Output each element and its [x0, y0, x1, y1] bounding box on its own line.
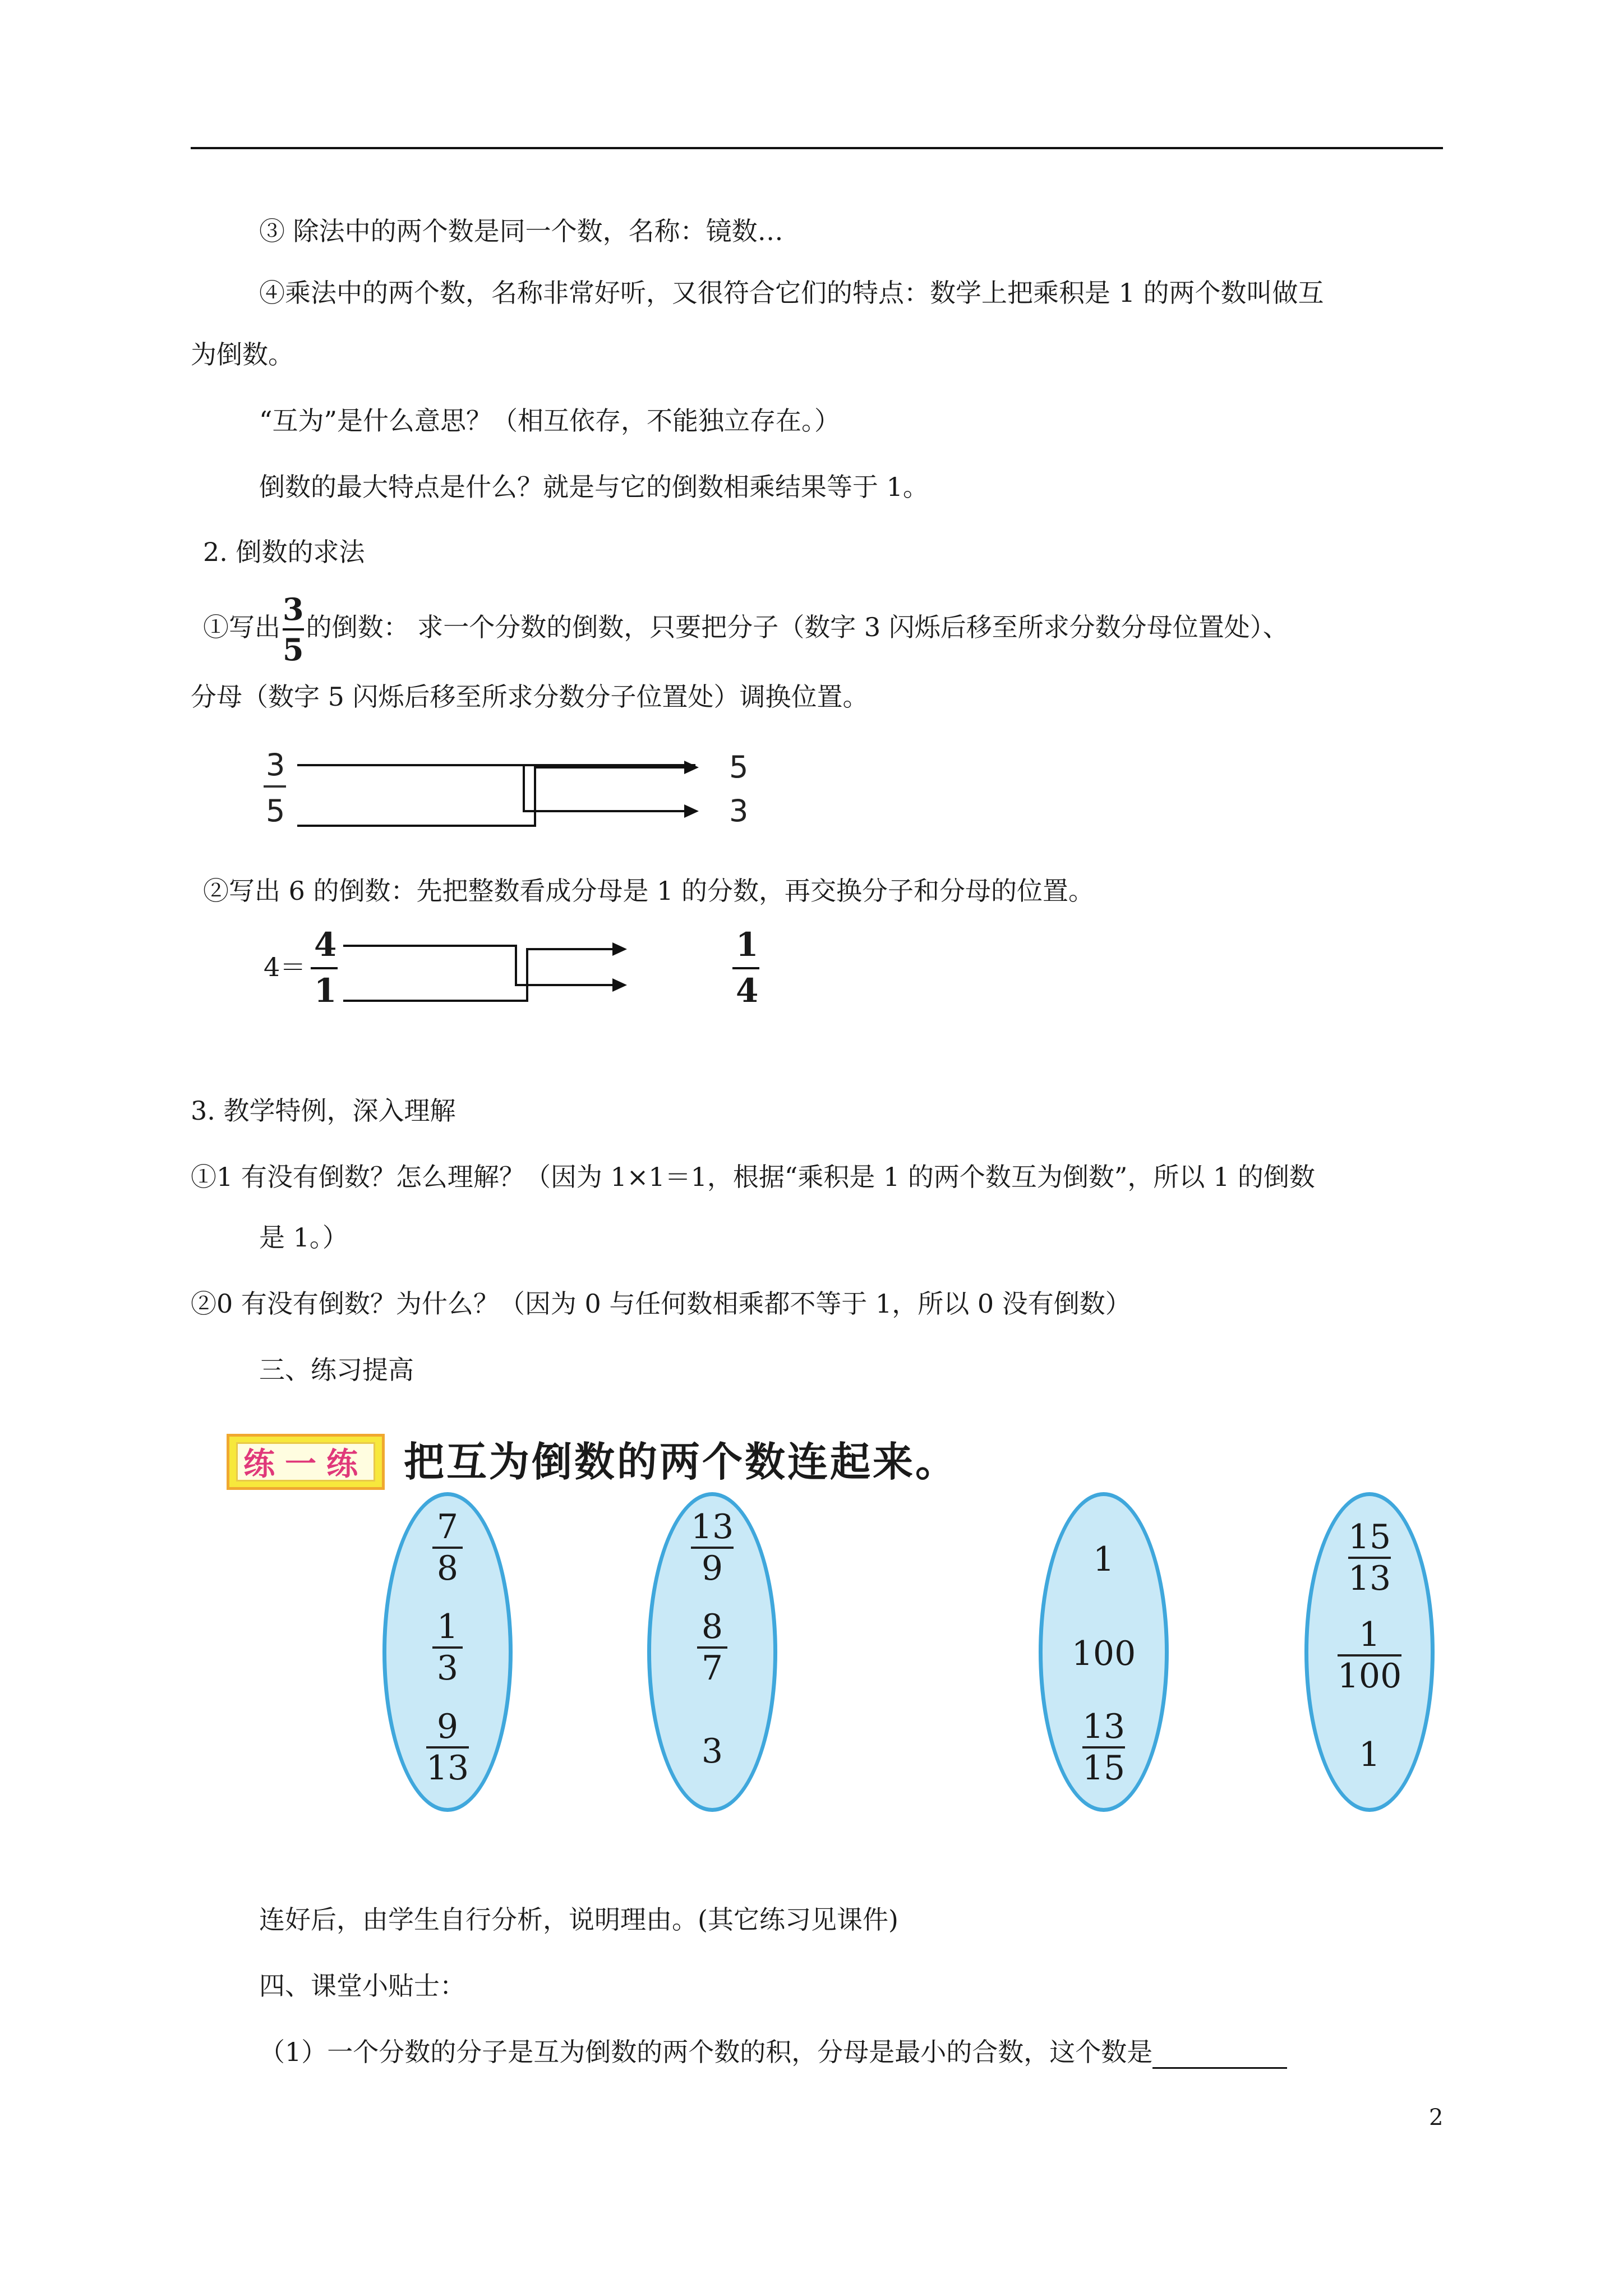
section-heading-2: 2. 倒数的求法: [203, 537, 365, 567]
exercise-title: 把互为倒数的两个数连起来。: [404, 1438, 958, 1485]
fraction-denominator: 7: [701, 1649, 723, 1688]
oval-4-item-1: [1308, 1519, 1431, 1597]
oval-2-item-3: 3: [701, 1732, 723, 1771]
text-line-8: 分母（数字 5 闪烁后移至所求分数分子位置处）调换位置。: [191, 682, 869, 712]
fraction-numerator: 15: [1348, 1517, 1391, 1557]
fraction-denominator: 3: [436, 1649, 459, 1688]
text-line-13: ②0 有没有倒数？为什么？（因为 0 与任何数相乘都不等于 1，所以 0 没有倒数）: [191, 1289, 1131, 1319]
fraction-denominator: 8: [436, 1549, 459, 1588]
text-line-5: 倒数的最大特点是什么？就是与它的倒数相乘结果等于 1。: [259, 472, 929, 502]
fraction-numerator: 3: [283, 591, 304, 627]
section-heading-tips: 四、课堂小贴士：: [259, 1971, 465, 2001]
oval-1-item-3: [386, 1708, 509, 1787]
oval-2-item-1: [651, 1508, 773, 1587]
oval-3-item-1: 1: [1092, 1540, 1115, 1579]
diagram-1-left-numerator: 3: [266, 747, 285, 783]
text-line-15: 连好后，由学生自行分析，说明理由。(其它练习见课件): [259, 1904, 898, 1935]
header-rule: [191, 147, 1443, 149]
fraction-denominator: 100: [1337, 1657, 1402, 1696]
text-line-1: ③ 除法中的两个数是同一个数，名称：镜数…: [259, 216, 783, 246]
fraction-numerator: 8: [701, 1607, 723, 1646]
fraction-denominator: 15: [1082, 1749, 1126, 1788]
fraction-denominator: 13: [426, 1749, 469, 1788]
fraction-numerator: 13: [1082, 1707, 1126, 1746]
swap-diagram-2: [264, 927, 768, 1016]
fraction-bar: [283, 628, 304, 631]
oval-3-item-3: [1043, 1708, 1165, 1787]
fraction-denominator: 5: [283, 632, 304, 668]
oval-group-1: [382, 1492, 513, 1812]
text-line-12: 是 1。）: [259, 1222, 348, 1253]
tip-question-text: （1）一个分数的分子是互为倒数的两个数的积，分母是最小的合数，这个数是: [259, 2037, 1153, 2067]
fraction-denominator: 9: [701, 1549, 723, 1588]
section-heading-practice: 三、练习提高: [259, 1355, 414, 1385]
diagram-2-left-bar: [311, 967, 338, 969]
text-line-4: “互为”是什么意思？（相互依存，不能独立存在。）: [259, 406, 841, 436]
text-line-7-pre: ①写出: [203, 612, 280, 642]
diagram-2-right-numerator: 1: [736, 926, 759, 964]
oval-4-item-2: [1308, 1616, 1431, 1695]
oval-1-item-1: [386, 1508, 509, 1587]
section-heading-3: 3. 教学特例，深入理解: [191, 1096, 456, 1126]
oval-1-item-2: [386, 1608, 509, 1687]
text-line-7-post: 的倒数： 求一个分数的倒数，只要把分子（数字 3 闪烁后移至所求分数分母位置处）、: [306, 612, 1289, 642]
diagram-2-left-numerator: 4: [314, 926, 337, 964]
oval-group-4: [1304, 1492, 1435, 1812]
fraction-numerator: 1: [1358, 1615, 1381, 1654]
oval-4-item-3: 1: [1358, 1735, 1381, 1774]
text-line-11: ①1 有没有倒数？怎么理解？（因为 1×1＝1，根据“乘积是 1 的两个数互为倒数”，所以 1 的倒数: [191, 1162, 1315, 1192]
answer-blank: [1152, 2041, 1287, 2069]
diagram-1-left-denominator: 5: [266, 793, 285, 829]
page-number: 2: [1429, 2105, 1444, 2131]
fraction-denominator: 13: [1348, 1559, 1391, 1598]
diagram-2-lhs: 4＝: [264, 952, 306, 982]
diagram-2-arrows: [343, 927, 691, 1016]
diagram-1-left-bar: [264, 785, 286, 788]
exercise-badge-label: 练一练: [236, 1442, 375, 1481]
fraction-numerator: 7: [436, 1507, 459, 1547]
fraction-numerator: 1: [436, 1607, 459, 1646]
diagram-1-arrows: [297, 746, 729, 836]
text-line-17: [259, 2035, 1287, 2069]
fraction-numerator: 9: [436, 1707, 459, 1746]
text-line-7: [203, 588, 1289, 668]
diagram-1-right-denominator: 3: [729, 793, 749, 829]
oval-3-item-2: 100: [1071, 1634, 1136, 1673]
exercise-badge: [227, 1434, 385, 1490]
swap-diagram-1: [264, 746, 768, 836]
oval-group-2: [647, 1492, 777, 1812]
text-line-9: ②写出 6 的倒数：先把整数看成分母是 1 的分数，再交换分子和分母的位置。: [203, 876, 1095, 906]
inline-fraction: [283, 591, 304, 668]
diagram-2-right-denominator: 4: [736, 972, 759, 1010]
fraction-numerator: 13: [690, 1507, 734, 1547]
text-line-3: 为倒数。: [191, 339, 294, 370]
diagram-2-right-bar: [732, 967, 759, 969]
text-line-2: ④乘法中的两个数，名称非常好听，又很符合它们的特点：数学上把乘积是 1 的两个数叫做互: [259, 278, 1324, 308]
diagram-1-right-numerator: 5: [729, 749, 749, 785]
oval-group-3: [1039, 1492, 1169, 1812]
oval-2-item-2: [651, 1608, 773, 1687]
diagram-2-left-denominator: 1: [314, 972, 337, 1010]
